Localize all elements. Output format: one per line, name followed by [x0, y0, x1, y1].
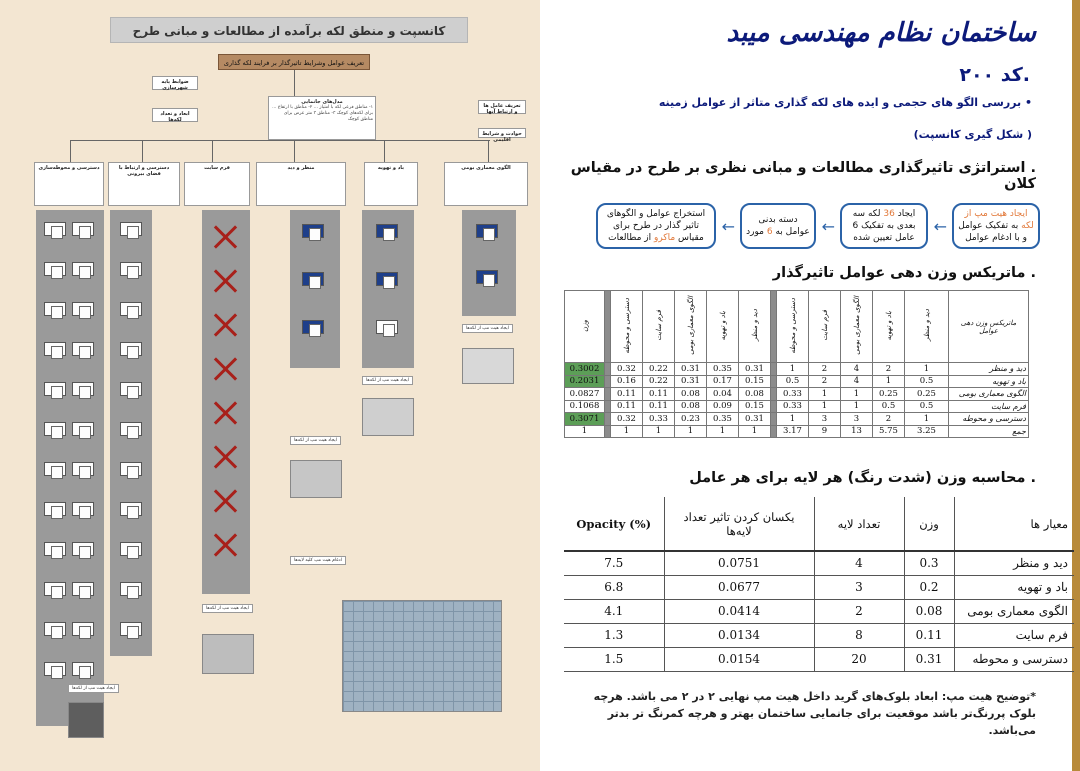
final-heatmap	[342, 600, 502, 712]
factor-heatmap	[202, 634, 254, 674]
criterion-cell: باد و تهویه	[949, 375, 1029, 388]
matrix-cell: 0.5	[905, 400, 949, 413]
mass-block	[120, 422, 142, 436]
table-cell: 6.8	[564, 575, 664, 599]
matrix-cell: 0.25	[905, 388, 949, 401]
matrix-header: وزن	[565, 291, 605, 363]
connector	[142, 140, 143, 162]
flow-step-3	[840, 203, 928, 249]
poster-title: کانسپت و منطق لکه برآمده از مطالعات و مبانی طرح	[110, 17, 468, 43]
matrix-cell: 2	[809, 375, 841, 388]
matrix-header-row	[565, 291, 1029, 363]
arrow-left-icon: ←	[933, 217, 947, 236]
report-panel	[540, 0, 1080, 771]
criterion-cell: فرم سایت	[949, 400, 1029, 413]
flow-text: لکه سه بعدی به تفکیک 6 عامل تعیین شده	[852, 209, 916, 243]
matrix-cell: 0.5	[873, 400, 905, 413]
matrix-cell: 0.32	[611, 363, 643, 376]
table-cell: 4.1	[564, 599, 664, 623]
side-box-label: ابعاد و تعداد لکه‌ها	[160, 111, 190, 123]
mass-block	[44, 662, 66, 676]
matrix-cell: 0.04	[707, 388, 739, 401]
mass-block	[120, 342, 142, 356]
section-heading-strategy: . استراتژی تاثیرگذاری مطالعات و مبانی نظری بر طرح در مقیاس کلان	[570, 160, 1036, 192]
table-cell: دسترسی و محوطه	[954, 647, 1074, 671]
matrix-cell: 3.17	[777, 425, 809, 438]
flow-text: ایجاد	[894, 209, 916, 219]
matrix-cell: 1	[675, 425, 707, 438]
matrix-cell: 4	[841, 375, 873, 388]
matrix-cell: 1	[809, 388, 841, 401]
table-cell: 4	[814, 551, 904, 575]
category-label: باد و تهویه	[377, 165, 405, 171]
flow-text: دسته بدنی عوامل به	[758, 215, 810, 237]
matrix-row	[565, 413, 1029, 426]
mass-block-blue	[302, 272, 324, 286]
matrix-cell: 4	[841, 363, 873, 376]
subtitle-sub: ( شکل گیری کانسپت)	[913, 128, 1032, 141]
matrix-cell: 3.25	[905, 425, 949, 438]
matrix-cell: 1	[905, 363, 949, 376]
weight-cell: 1	[565, 425, 605, 438]
factor-heatmap	[462, 348, 514, 384]
code-label: .کد ۲۰۰	[959, 64, 1030, 86]
mass-block	[44, 542, 66, 556]
flow-text: مورد	[746, 227, 767, 237]
matrix-cell: 0.11	[643, 388, 675, 401]
criterion-cell: دسترسی و محوطه	[949, 413, 1029, 426]
table-cell: 20	[814, 647, 904, 671]
table-cell: 8	[814, 623, 904, 647]
mass-block	[44, 262, 66, 276]
matrix-cell: 0.15	[739, 375, 771, 388]
mass-block	[72, 462, 94, 476]
factor-heatmap	[362, 398, 414, 436]
matrix-row	[565, 375, 1029, 388]
red-arrow-icon	[211, 530, 241, 560]
mass-block	[72, 342, 94, 356]
central-box-text: ۱- مناطق فرعی لکه با امتیاز ... ۲- مناطق با ارتفاع ... برای لکه‌های کوچک ۳- مناطق ۳ متر عرض برای مناطق کوچک	[272, 105, 373, 122]
table-cell: 1.5	[564, 647, 664, 671]
mass-block	[120, 222, 142, 236]
matrix-cell: 0.11	[643, 400, 675, 413]
weight-cell: 0.1068	[565, 400, 605, 413]
red-arrow-icon	[211, 222, 241, 252]
mass-block	[120, 302, 142, 316]
matrix-cell: 1	[905, 413, 949, 426]
connector	[212, 140, 213, 162]
matrix-cell: 0.17	[707, 375, 739, 388]
connector	[70, 140, 71, 162]
flow-text: استخراج عوامل و الگوهای تاثیر گذار در طرح برای مقیاس	[606, 209, 706, 243]
table-cell: 0.0751	[664, 551, 814, 575]
matrix-cell: 0.32	[611, 413, 643, 426]
category-box	[108, 162, 180, 206]
matrix-cell: 0.25	[873, 388, 905, 401]
matrix-cell: 13	[841, 425, 873, 438]
mass-block	[44, 622, 66, 636]
matrix-header: دید و منظر	[739, 291, 771, 363]
mass-block-blue	[476, 224, 498, 238]
matrix-cell: 2	[873, 363, 905, 376]
table-header: معیار ها	[954, 497, 1074, 551]
red-arrow-icon	[211, 398, 241, 428]
matrix-cell: 0.31	[675, 375, 707, 388]
opacity-table	[564, 497, 1074, 672]
flow-highlight: ماکرو	[653, 233, 676, 243]
matrix-header: باد و تهویه	[873, 291, 905, 363]
table-header: وزن	[904, 497, 954, 551]
matrix-total-row	[565, 425, 1029, 438]
flow-highlight: 6	[766, 227, 773, 237]
final-heatmap-caption: ادغام هیت مپ کلیه لایه‌ها	[290, 556, 346, 565]
table-cell: 0.0134	[664, 623, 814, 647]
matrix-cell: 1	[777, 413, 809, 426]
mass-block	[44, 342, 66, 356]
matrix-cell: 0.35	[707, 363, 739, 376]
mass-block	[120, 502, 142, 516]
mass-block	[44, 422, 66, 436]
matrix-cell: 0.33	[643, 413, 675, 426]
heatmap-caption: ایجاد هیت مپ از لکه‌ها	[462, 324, 513, 333]
table-cell: 7.5	[564, 551, 664, 575]
weight-cell: 0.3071	[565, 413, 605, 426]
mass-block	[376, 320, 398, 334]
criterion-cell: جمع	[949, 425, 1029, 438]
matrix-cell: 1	[873, 375, 905, 388]
mass-block	[120, 462, 142, 476]
matrix-cell: 3	[809, 413, 841, 426]
flow-step-1	[596, 203, 716, 249]
category-label: منظر و دید	[287, 165, 315, 171]
section-heading-opacity: . محاسبه وزن (شدت رنگ) هر لایه برای هر عامل	[689, 470, 1036, 486]
mass-block	[120, 542, 142, 556]
matrix-header: دید و منظر	[905, 291, 949, 363]
flow-text: از مطالعات	[608, 233, 654, 243]
connector	[384, 140, 385, 162]
section-heading-matrix: . ماتریکس وزن دهی عوامل تاثیرگذار	[772, 265, 1036, 281]
red-arrow-icon	[211, 442, 241, 472]
category-label: دسترسی و محوطه‌سازی	[38, 165, 100, 171]
table-cell: 0.08	[904, 599, 954, 623]
mass-block-blue	[376, 224, 398, 238]
matrix-header: الگوی معماری بومی	[841, 291, 873, 363]
matrix-header: فرم سایت	[643, 291, 675, 363]
category-label: فرم سایت	[204, 165, 230, 171]
red-arrow-icon	[211, 354, 241, 384]
weight-matrix	[564, 290, 1029, 438]
red-arrow-icon	[211, 266, 241, 296]
matrix-cell: 0.31	[675, 363, 707, 376]
subtitle: • بررسی الگو های حجمی و ایده های لکه گذاری متاثر از عوامل زمینه	[658, 96, 1032, 109]
matrix-header: فرم سایت	[809, 291, 841, 363]
weight-cell: 0.3002	[565, 363, 605, 376]
central-method-box	[268, 96, 376, 140]
central-box-title: مدل‌های جانمایی	[301, 99, 343, 105]
side-box-label: حوادث و شرایط اقلیمی	[482, 131, 522, 143]
matrix-row	[565, 388, 1029, 401]
table-header: Opacity (%)	[564, 497, 664, 551]
matrix-cell: 1	[777, 363, 809, 376]
matrix-cell: 0.11	[611, 400, 643, 413]
mass-block	[72, 502, 94, 516]
matrix-cell: 0.22	[643, 363, 675, 376]
table-cell: 0.3	[904, 551, 954, 575]
table-cell: 0.2	[904, 575, 954, 599]
mass-block	[72, 302, 94, 316]
red-arrow-icon	[211, 310, 241, 340]
side-box	[152, 76, 198, 90]
matrix-cell: 0.33	[777, 400, 809, 413]
table-row	[564, 551, 1074, 575]
matrix-header: دسترسی و محوطه	[611, 291, 643, 363]
matrix-cell: 0.09	[707, 400, 739, 413]
mass-block	[72, 262, 94, 276]
matrix-cell: 1	[707, 425, 739, 438]
mass-block-blue	[476, 270, 498, 284]
matrix-row	[565, 363, 1029, 376]
matrix-cell: 0.5	[905, 375, 949, 388]
table-row	[564, 599, 1074, 623]
matrix-cell: 0.31	[739, 413, 771, 426]
matrix-cell: 1	[611, 425, 643, 438]
matrix-cell: 0.08	[675, 388, 707, 401]
mass-block	[120, 382, 142, 396]
mass-block-blue	[376, 272, 398, 286]
matrix-cell: 0.23	[675, 413, 707, 426]
factor-heatmap	[68, 702, 104, 738]
matrix-cell: 0.11	[611, 388, 643, 401]
matrix-cell: 1	[841, 400, 873, 413]
mass-block	[44, 382, 66, 396]
category-label: دسترسی و ارتباط با فضای بیرونی	[118, 165, 170, 177]
table-cell: 2	[814, 599, 904, 623]
connector	[294, 70, 295, 96]
table-cell: 0.0154	[664, 647, 814, 671]
table-header: تعداد لایه	[814, 497, 904, 551]
mass-block-blue	[302, 320, 324, 334]
mass-block	[72, 542, 94, 556]
mass-block	[120, 582, 142, 596]
table-cell: 3	[814, 575, 904, 599]
flow-step-4	[952, 203, 1040, 249]
mass-block	[72, 382, 94, 396]
flow-step-2	[740, 203, 816, 249]
heatmap-note: *توضیح هیت مپ: ابعاد بلوک‌های گرید داخل هیت مپ نهایی ۲ در ۲ می باشد. هرچه بلوک پررنگ‌تر باشد موقعیت برای جانمایی ساختمان بهتر و هرچه کمرنگ تر بدتر می‌باشد.	[593, 690, 1036, 737]
matrix-header: دسترسی و محوطه	[777, 291, 809, 363]
table-cell: فرم سایت	[954, 623, 1074, 647]
root-factor-box: تعریف عوامل وشرایط تاثیرگذار بر فرایند لکه گذاری	[218, 54, 370, 70]
mass-block	[44, 582, 66, 596]
weight-cell: 0.0827	[565, 388, 605, 401]
mass-block	[44, 302, 66, 316]
table-row	[564, 575, 1074, 599]
table-row	[564, 647, 1074, 671]
weight-cell: 0.2031	[565, 375, 605, 388]
side-box-label: تعریف عامل ها و ارتباط آنها	[483, 103, 521, 115]
mass-block	[72, 622, 94, 636]
connector	[70, 140, 490, 141]
heatmap-caption: ایجاد هیت مپ از لکه‌ها	[362, 376, 413, 385]
matrix-cell: 0.31	[739, 363, 771, 376]
matrix-header: الگوی معماری بومی	[675, 291, 707, 363]
matrix-cell: 1	[643, 425, 675, 438]
table-cell: الگوی معماری بومی	[954, 599, 1074, 623]
matrix-cell: 0.15	[739, 400, 771, 413]
flow-highlight: 36	[883, 209, 895, 219]
mass-block	[72, 662, 94, 676]
arrow-left-icon: ←	[821, 217, 835, 236]
mass-block	[120, 262, 142, 276]
matrix-cell: 2	[873, 413, 905, 426]
opacity-header-row	[564, 497, 1074, 551]
matrix-header: باد و تهویه	[707, 291, 739, 363]
category-box	[34, 162, 104, 206]
matrix-cell: 1	[809, 400, 841, 413]
matrix-cell: 5.75	[873, 425, 905, 438]
matrix-cell: 0.5	[777, 375, 809, 388]
heatmap-caption: ایجاد هیت مپ از لکه‌ها	[202, 604, 253, 613]
table-cell: 0.11	[904, 623, 954, 647]
table-cell: 0.0677	[664, 575, 814, 599]
factor-heatmap	[290, 460, 342, 498]
side-box	[152, 108, 198, 122]
matrix-cell: 0.22	[643, 375, 675, 388]
category-label: الگوی معماری بومی	[461, 165, 511, 171]
matrix-cell: 0.08	[675, 400, 707, 413]
heatmap-caption: ایجاد هیت مپ از لکه‌ها	[68, 684, 119, 693]
arrow-left-icon: ←	[721, 217, 735, 236]
side-box	[478, 128, 526, 143]
category-box	[184, 162, 250, 206]
matrix-cell: 1	[841, 388, 873, 401]
matrix-cell: 3	[841, 413, 873, 426]
flow-text: به تفکیک عوامل و با ادغام عوامل	[958, 221, 1027, 243]
side-box	[478, 100, 526, 114]
matrix-row	[565, 400, 1029, 413]
category-box	[364, 162, 418, 206]
page-title: ساختمان نظام مهندسی میبد	[726, 18, 1036, 48]
table-cell: باد و تهویه	[954, 575, 1074, 599]
matrix-cell: 0.35	[707, 413, 739, 426]
mass-block	[72, 422, 94, 436]
matrix-header: ماتریکس وزن دهی عوامل	[949, 291, 1029, 363]
mass-block	[120, 622, 142, 636]
mass-block	[44, 222, 66, 236]
matrix-cell: 0.08	[739, 388, 771, 401]
category-box	[256, 162, 346, 206]
table-cell: 1.3	[564, 623, 664, 647]
connector	[488, 140, 489, 162]
table-row	[564, 623, 1074, 647]
criterion-cell: دید و منظر	[949, 363, 1029, 376]
connector	[294, 140, 295, 162]
matrix-cell: 0.16	[611, 375, 643, 388]
matrix-cell: 9	[809, 425, 841, 438]
table-cell: 0.0414	[664, 599, 814, 623]
heatmap-caption: ایجاد هیت مپ از لکه‌ها	[290, 436, 341, 445]
table-header: یکسان کردن تاثیر تعداد لایه‌ها	[664, 497, 814, 551]
criterion-cell: الگوی معماری بومی	[949, 388, 1029, 401]
table-cell: 0.31	[904, 647, 954, 671]
mass-block	[72, 222, 94, 236]
red-arrow-icon	[211, 486, 241, 516]
flow-highlight: ایجاد هیت مپ از لکه	[964, 209, 1034, 231]
mass-block	[44, 502, 66, 516]
mass-block	[72, 582, 94, 596]
category-box	[444, 162, 528, 206]
side-box-label: ضوابط پایه شهرسازی	[161, 79, 189, 91]
mass-block	[44, 462, 66, 476]
matrix-cell: 0.33	[777, 388, 809, 401]
table-cell: دید و منظر	[954, 551, 1074, 575]
matrix-cell: 1	[739, 425, 771, 438]
mass-block-blue	[302, 224, 324, 238]
matrix-cell: 2	[809, 363, 841, 376]
